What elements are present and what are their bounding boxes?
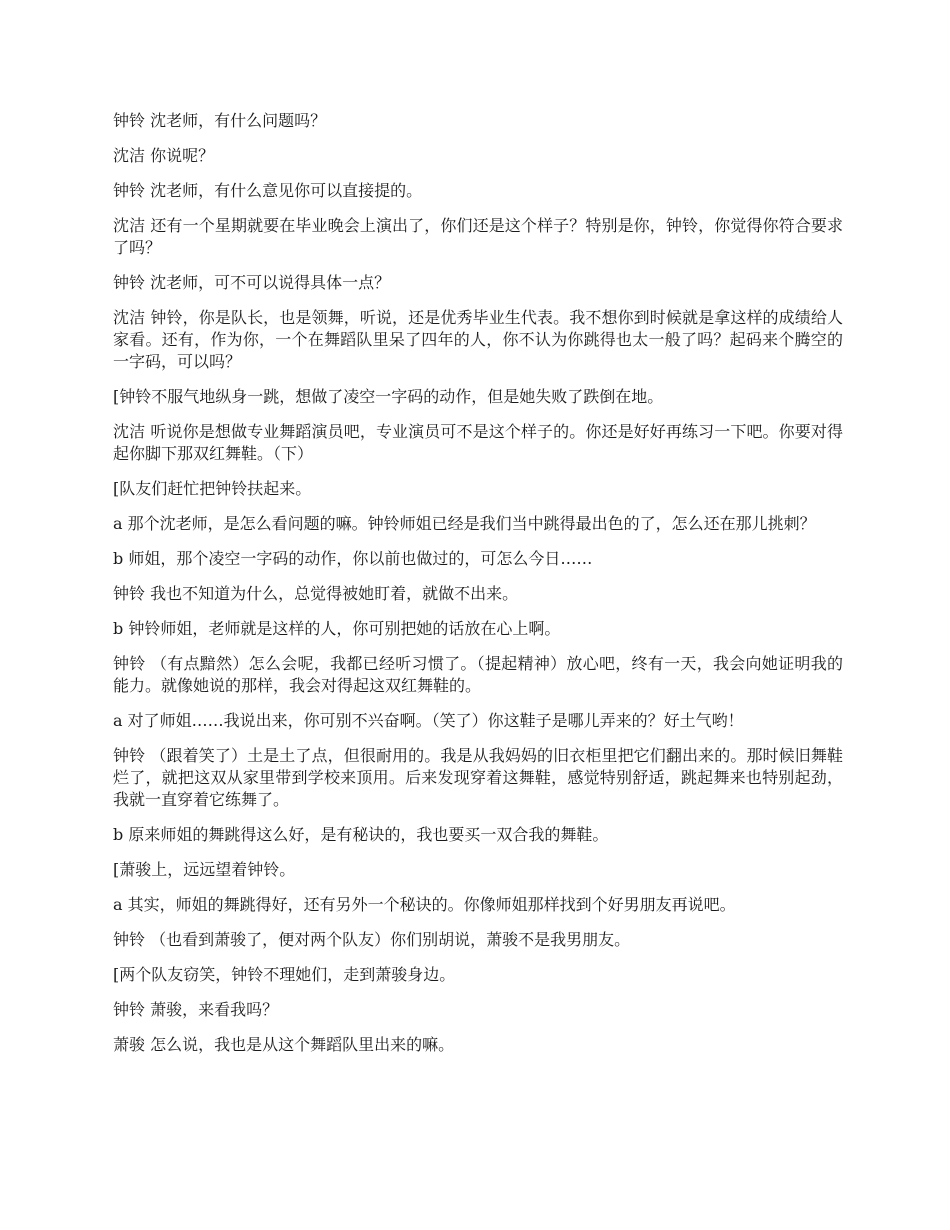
paragraph: 钟铃 沈老师，有什么意见你可以直接提的。 [113,181,423,200]
paragraph: b 钟铃师姐，老师就是这样的人，你可别把她的话放在心上啊。 [113,619,561,638]
paragraph: b 原来师姐的舞跳得这么好，是有秘诀的，我也要买一双合我的舞鞋。 [113,825,609,844]
stage-direction: [两个队友窃笑，钟铃不理她们，走到萧骏身边。 [113,965,456,984]
paragraph: 钟铃 （也看到萧骏了，便对两个队友）你们别胡说，萧骏不是我男朋友。 [113,930,631,949]
paragraph: 钟铃 萧骏，来看我吗？ [113,1000,279,1019]
stage-direction: [钟铃不服气地纵身一跳，想做了凌空一字码的动作，但是她失败了跌倒在地。 [113,387,664,406]
stage-direction: [队友们赶忙把钟铃扶起来。 [113,479,312,498]
paragraph: 沈洁 还有一个星期就要在毕业晚会上演出了，你们还是这个样子？特别是你，钟铃，你觉得你符合要求了吗？ [113,216,843,257]
paragraph: b 师姐，那个凌空一字码的动作，你以前也做过的，可怎么今日…… [113,549,593,568]
paragraph: 钟铃 沈老师，可不可以说得具体一点？ [113,273,391,292]
paragraph: 钟铃 （跟着笑了）土是土了点，但很耐用的。我是从我妈妈的旧衣柜里把它们翻出来的。那时候旧舞鞋烂了，就把这双从家里带到学校来顶用。后来发现穿着这舞鞋，感觉特别舒适，跳起舞来也特别起劲，我就一直穿着它练舞了。 [113,746,843,809]
paragraph: 沈洁 你说呢？ [113,146,215,165]
paragraph: 沈洁 听说你是想做专业舞蹈演员吧，专业演员可不是这个样子的。你还是好好再练习一下吧。你要对得起你脚下那双红舞鞋。（下） [113,422,843,463]
paragraph: a 那个沈老师，是怎么看问题的嘛。钟铃师姐已经是我们当中跳得最出色的了，怎么还在那儿挑刺？ [113,514,816,533]
document-page [113,110,843,1069]
paragraph: 钟铃 （有点黯然）怎么会呢，我都已经听习惯了。（提起精神）放心吧，终有一天，我会向她证明我的能力。就像她说的那样，我会对得起这双红舞鞋的。 [113,654,843,695]
paragraph: 萧骏 怎么说，我也是从这个舞蹈队里出来的嘛。 [113,1035,455,1054]
paragraph: 沈洁 钟铃，你是队长，也是领舞，听说，还是优秀毕业生代表。我不想你到时候就是拿这样的成绩给人家看。还有，作为你，一个在舞蹈队里呆了四年的人，你不认为你跳得也太一般了吗？起码来个腾空的一字码，可以吗？ [113,308,843,371]
paragraph: a 其实，师姐的舞跳得好，还有另外一个秘诀的。你像师姐那样找到个好男朋友再说吧。 [113,895,736,914]
paragraph: 钟铃 我也不知道为什么，总觉得被她盯着，就做不出来。 [113,584,519,603]
paragraph: 钟铃 沈老师，有什么问题吗？ [113,111,327,130]
paragraph: a 对了师姐……我说出来，你可别不兴奋啊。（笑了）你这鞋子是哪儿弄来的？好土气哟！ [113,711,744,730]
stage-direction: [萧骏上，远远望着钟铃。 [113,860,296,879]
